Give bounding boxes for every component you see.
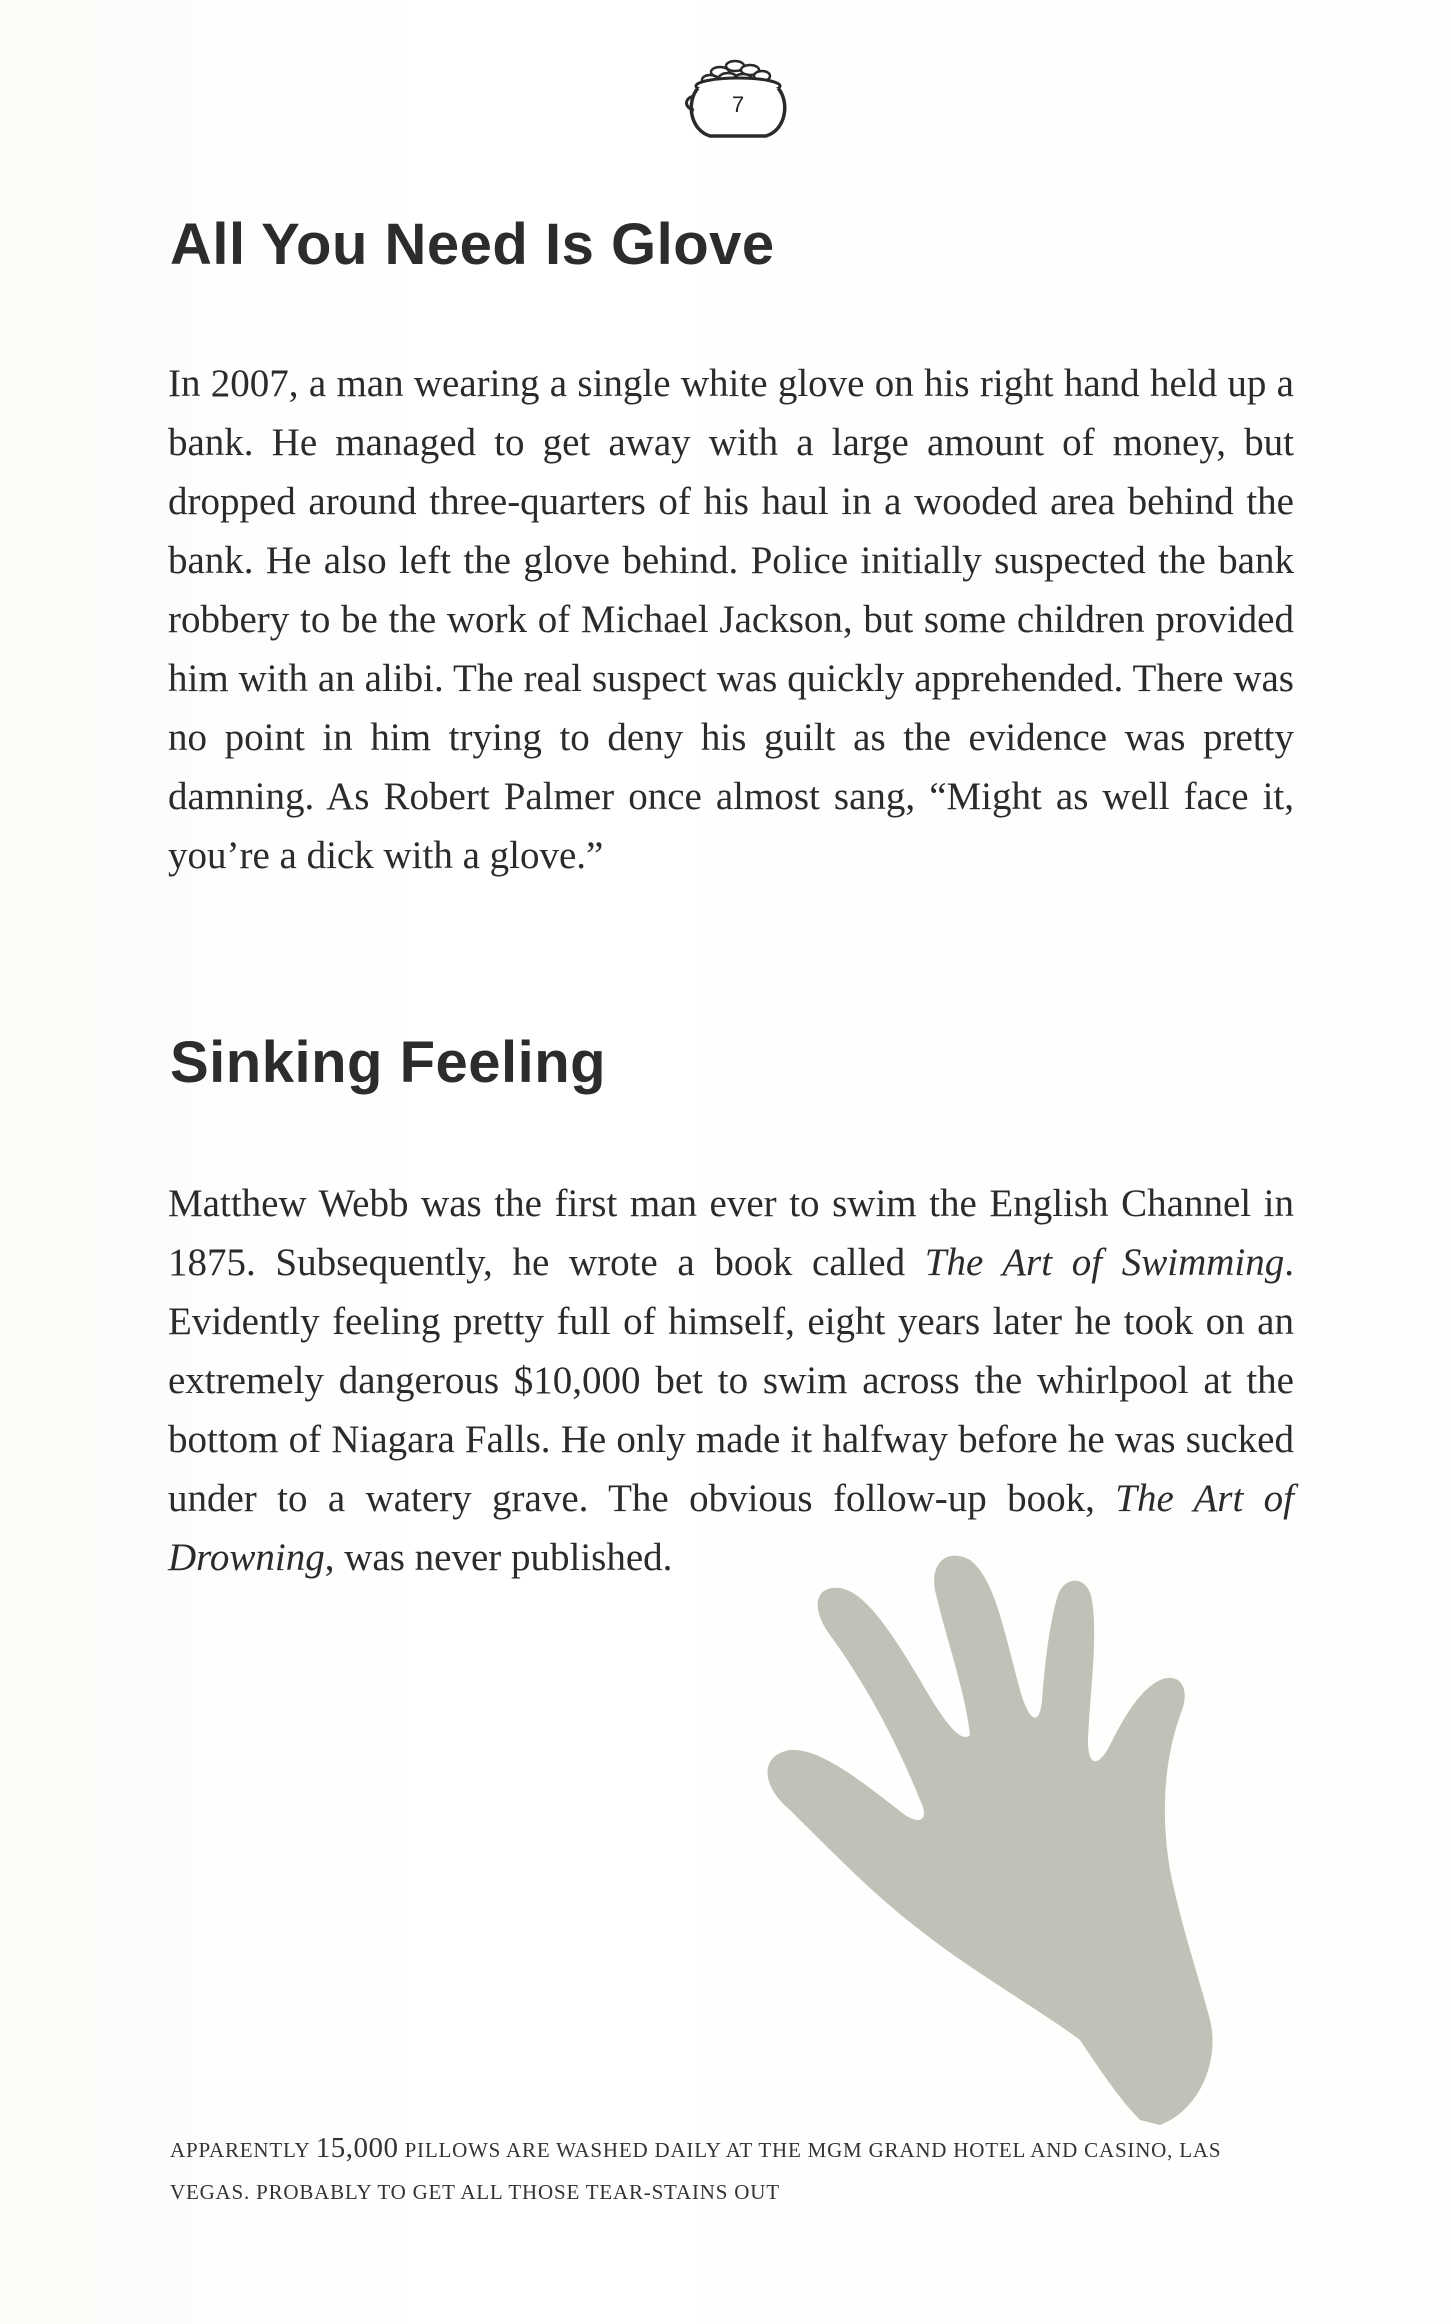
book-title-drowning: The Art of Drowning <box>168 1477 1294 1579</box>
page-number: 7 <box>731 92 745 117</box>
article-body-sinking <box>168 1174 1294 1587</box>
body-text: . Evidently feeling pretty full of himself, eight years later he took on an extremely dangerous $10,000 bet to swim across the whirlpool at the bottom of Niagara Falls. He only made it halfway before he was sucked under to a watery grave. The obvious follow-up book, <box>168 1241 1294 1520</box>
body-text: Matthew Webb was the first man ever to swim the English Channel in 1875. Subsequently, he wrote a book called <box>168 1182 1294 1284</box>
footnote-text: APPARENTLY <box>170 2138 316 2162</box>
article-title-glove: All You Need Is Glove <box>170 212 775 277</box>
footnote-text: PILLOWS ARE WASHED DAILY AT THE MGM GRAND HOTEL AND CASINO, LAS VEGAS. PROBABLY TO GET ALL THOSE TEAR-STAINS OUT <box>170 2138 1222 2204</box>
glove-illustration <box>720 1540 1320 2140</box>
footnote <box>170 2127 1296 2213</box>
footnote-number: 15,000 <box>315 2132 399 2164</box>
article-body-glove: In 2007, a man wearing a single white glove on his right hand held up a bank. He managed to get away with a large amount of money, but dropped around three-quarters of his haul in a wooded area behind the bank. He also left the glove behind. Police initially suspected the bank robbery to be the work of Michael Jackson, but some children provided him with an alibi. The real suspect was quickly apprehended. There was no point in him trying to deny his guilt as the evidence was pretty damning. As Robert Palmer once almost sang, “Might as well face it, you’re a dick with a glove.” <box>168 362 1294 877</box>
book-title-swimming: The Art of Swimming <box>924 1241 1285 1284</box>
body-text: , was never published. <box>324 1536 673 1579</box>
glove-icon <box>720 1540 1320 2140</box>
article-title-sinking: Sinking Feeling <box>170 1030 607 1095</box>
page-number-badge <box>680 52 796 144</box>
